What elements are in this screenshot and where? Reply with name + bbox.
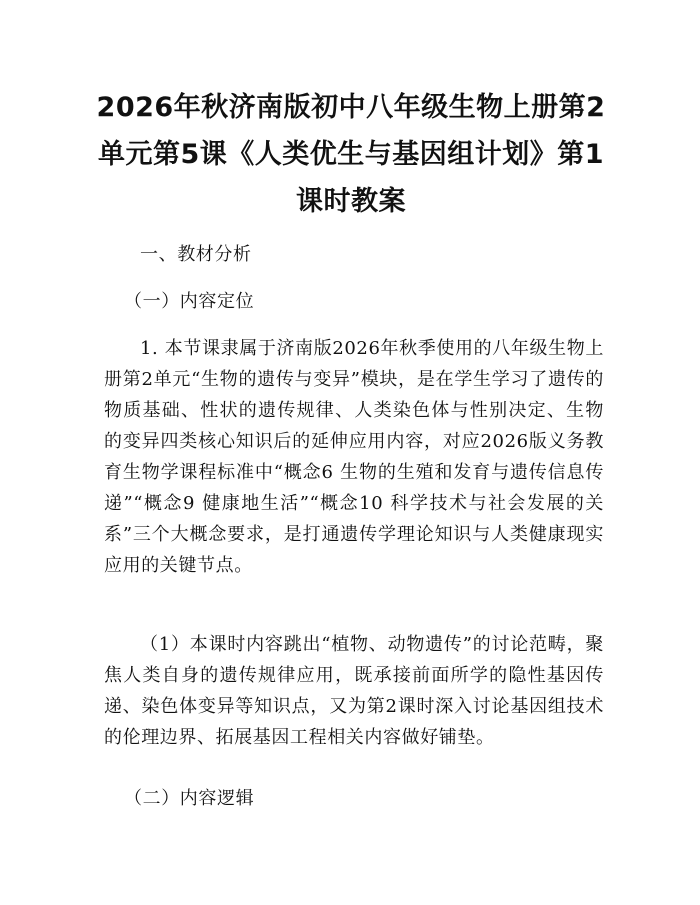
subsection-heading-content-logic: （二）内容逻辑 (124, 788, 255, 809)
section-heading-textbook-analysis: 一、教材分析 (140, 244, 252, 265)
document-title: 2026年秋济南版初中八年级生物上册第2单元第5课《人类优生与基因组计划》第1课时教案 (96, 92, 606, 217)
paragraph-lesson-scope: （1）本课时内容跳出“植物、动物遗传”的讨论范畴，聚焦人类自身的遗传规律应用，既承接前面所学的隐性基因传递、染色体变异等知识点，又为第2课时深入讨论基因组技术的伦理边界、拓展基因工程相关内容做好铺垫。 (104, 634, 604, 748)
paragraph-content-positioning: 1. 本节课隶属于济南版2026年秋季使用的八年级生物上册第2单元“生物的遗传与变异”模块，是在学生学习了遗传的物质基础、性状的遗传规律、人类染色体与性别决定、生物的变异四类核心知识后的延伸应用内容，对应2026版义务教育生物学课程标准中“概念6 生物的生殖和发育与遗传信息传递”“概念9 健康地生活”“概念10 科学技术与社会发展的关系”三个大概念要求，是打通遗传学理论知识与人类健康现实应用的关键节点。 (104, 338, 604, 576)
subsection-heading-content-positioning: （一）内容定位 (124, 291, 255, 312)
